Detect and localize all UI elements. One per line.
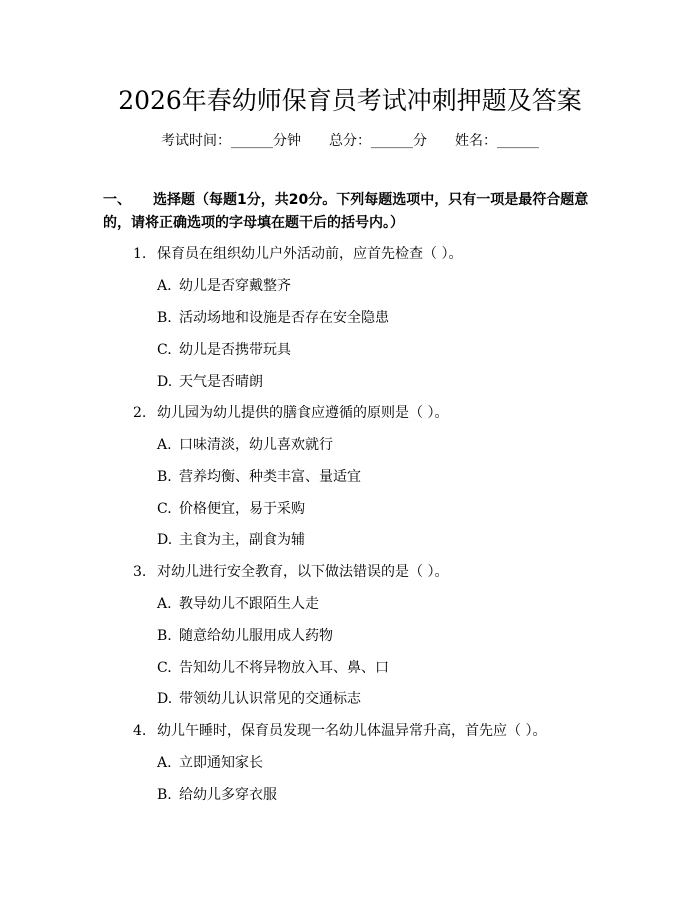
- question-stem: [133, 244, 462, 264]
- option-item: [157, 530, 305, 550]
- option-text: 活动场地和设施是否存在安全隐患: [179, 310, 389, 326]
- option-item: [157, 372, 263, 392]
- section-instructions: 选择题（每题1分，共20分。下列每题选项中，只有一项是最符合题意的，请将正确选项的字母填在题干后的括号内。）: [103, 192, 589, 231]
- option-letter: C.: [157, 501, 172, 517]
- option-letter: A.: [157, 437, 172, 453]
- option-text: 主食为主，副食为辅: [179, 532, 305, 548]
- total-score-field: 总分：______分: [329, 133, 427, 149]
- option-item: [157, 308, 389, 328]
- question-number: 1.: [133, 246, 147, 262]
- section-heading: [103, 189, 603, 235]
- option-letter: D.: [157, 691, 173, 707]
- option-letter: A.: [157, 278, 172, 294]
- option-letter: A.: [157, 596, 172, 612]
- option-letter: B.: [157, 469, 172, 485]
- option-letter: A.: [157, 755, 172, 771]
- option-letter: B.: [157, 310, 172, 326]
- question-stem: [133, 403, 448, 423]
- option-text: 立即通知家长: [179, 755, 263, 771]
- option-text: 幼儿是否穿戴整齐: [179, 278, 291, 294]
- option-text: 随意给幼儿服用成人药物: [179, 628, 333, 644]
- option-item: [157, 340, 291, 360]
- option-letter: B.: [157, 787, 172, 803]
- question-stem: [133, 721, 546, 741]
- option-letter: D.: [157, 374, 173, 390]
- option-text: 给幼儿多穿衣服: [179, 787, 277, 803]
- option-letter: C.: [157, 342, 172, 358]
- option-text: 天气是否晴朗: [179, 374, 263, 390]
- question-number: 4.: [133, 723, 147, 739]
- option-letter: D.: [157, 532, 173, 548]
- exam-time-field: 考试时间：______分钟: [161, 133, 301, 149]
- question-text: 对幼儿进行安全教育，以下做法错误的是（ ）。: [157, 564, 449, 580]
- option-text: 带领幼儿认识常见的交通标志: [179, 691, 361, 707]
- document-title: 2026年春幼师保育员考试冲刺押题及答案: [118, 86, 582, 115]
- option-letter: C.: [157, 660, 172, 676]
- option-item: [157, 467, 361, 487]
- option-text: 价格便宜，易于采购: [179, 501, 305, 517]
- option-item: [157, 435, 333, 455]
- option-item: [157, 689, 361, 709]
- option-letter: B.: [157, 628, 172, 644]
- option-text: 幼儿是否携带玩具: [179, 342, 291, 358]
- option-item: [157, 594, 319, 614]
- option-text: 告知幼儿不将异物放入耳、鼻、口: [179, 660, 389, 676]
- question-text: 幼儿午睡时，保育员发现一名幼儿体温异常升高，首先应（ ）。: [157, 723, 547, 739]
- question-number: 2.: [133, 405, 147, 421]
- option-item: [157, 276, 291, 296]
- option-item: [157, 658, 389, 678]
- option-text: 营养均衡、种类丰富、量适宜: [179, 469, 361, 485]
- exam-meta-line: [0, 131, 700, 151]
- option-text: 教导幼儿不跟陌生人走: [179, 596, 319, 612]
- option-item: [157, 499, 305, 519]
- name-field: 姓名：______: [455, 133, 539, 149]
- option-item: [157, 753, 263, 773]
- question-number: 3.: [133, 564, 147, 580]
- question-stem: [133, 562, 448, 582]
- section-number: 一、: [103, 192, 131, 208]
- question-text: 幼儿园为幼儿提供的膳食应遵循的原则是（ ）。: [157, 405, 449, 421]
- question-text: 保育员在组织幼儿户外活动前，应首先检查（ ）。: [157, 246, 463, 262]
- option-item: [157, 785, 277, 805]
- option-text: 口味清淡，幼儿喜欢就行: [179, 437, 333, 453]
- option-item: [157, 626, 333, 646]
